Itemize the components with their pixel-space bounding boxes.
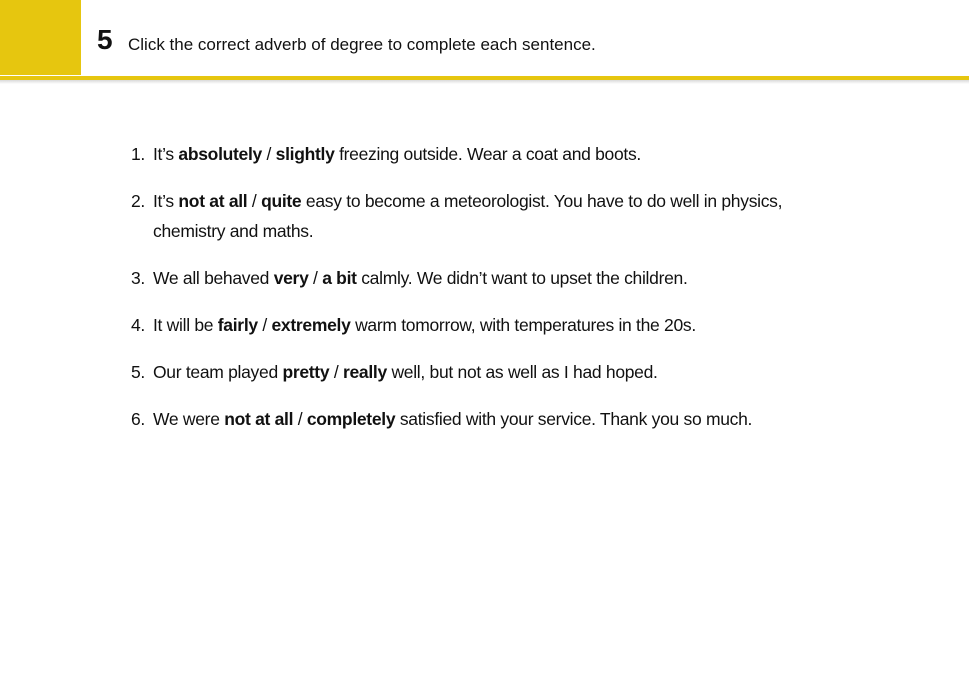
option-a-button[interactable]: very — [273, 268, 309, 288]
exercise-header — [0, 0, 969, 76]
option-a-button[interactable]: not at all — [178, 191, 248, 211]
question-number: 1. — [131, 144, 145, 164]
option-a-button[interactable]: fairly — [217, 315, 258, 335]
option-b-button[interactable]: a bit — [322, 268, 357, 288]
option-a-button[interactable]: absolutely — [178, 144, 262, 164]
header-divider-shadow — [0, 80, 969, 84]
question-text-after: satisfied with your service. Thank you so much. — [395, 409, 753, 429]
question-text-before: Our team played — [153, 362, 283, 382]
exercise-instruction: Click the correct adverb of degree to complete each sentence. — [128, 35, 596, 54]
option-a-button[interactable]: not at all — [224, 409, 294, 429]
option-b-button[interactable]: completely — [306, 409, 396, 429]
question-list — [128, 139, 818, 451]
option-separator: / — [247, 191, 262, 211]
question-text-after: easy to become a meteorologist. You have to do well in physics, chemistry and maths. — [153, 191, 783, 241]
question-number: 6. — [131, 409, 145, 429]
option-b-button[interactable]: quite — [261, 191, 302, 211]
question-text-after: well, but not as well as I had hoped. — [386, 362, 658, 382]
header-accent-block — [0, 0, 81, 75]
question-text-after: warm tomorrow, with temperatures in the 20s. — [350, 315, 696, 335]
option-separator: / — [308, 268, 323, 288]
question-number: 5. — [131, 362, 145, 382]
question-number: 4. — [131, 315, 145, 335]
option-separator: / — [257, 315, 272, 335]
question-item-3 — [128, 263, 818, 293]
question-text-before: We all behaved — [153, 268, 274, 288]
question-text-after: freezing outside. Wear a coat and boots. — [334, 144, 641, 164]
question-number: 2. — [131, 191, 145, 211]
question-text-before: It will be — [153, 315, 218, 335]
option-b-button[interactable]: slightly — [275, 144, 335, 164]
option-separator: / — [329, 362, 343, 382]
question-item-4 — [128, 310, 818, 340]
question-item-5 — [128, 357, 818, 387]
option-a-button[interactable]: pretty — [282, 362, 330, 382]
exercise-number: 5 — [97, 24, 113, 55]
question-text-after: calmly. We didn’t want to upset the children. — [356, 268, 688, 288]
question-text-before: We were — [153, 409, 225, 429]
option-b-button[interactable]: really — [342, 362, 387, 382]
question-number: 3. — [131, 268, 145, 288]
option-separator: / — [261, 144, 276, 164]
question-item-2 — [128, 186, 818, 246]
option-separator: / — [293, 409, 307, 429]
question-item-1 — [128, 139, 818, 169]
question-text-before: It’s — [153, 191, 179, 211]
question-item-6 — [128, 404, 818, 434]
question-text-before: It’s — [153, 144, 179, 164]
option-b-button[interactable]: extremely — [271, 315, 351, 335]
